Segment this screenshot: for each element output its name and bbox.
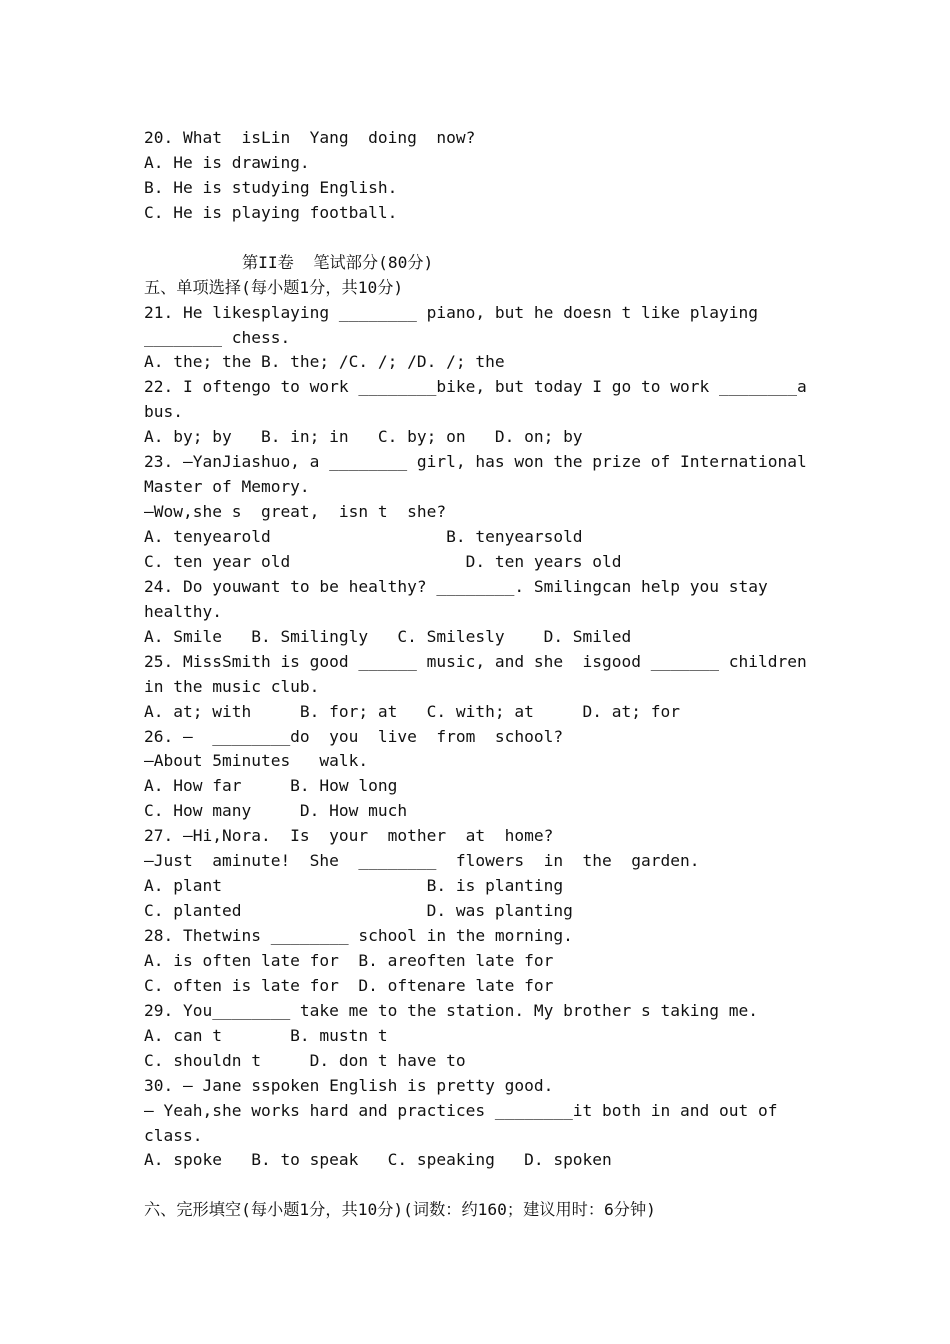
question-29-text: 29. You________ take me to the station. My brother s taking me. xyxy=(144,1000,758,1020)
section-6-heading: 六、完形填空(每小题1分，共10分)(词数：约160；建议用时：6分钟) xyxy=(144,1200,656,1220)
question-27-reply: —Just aminute! She ________ flowers in the garden. xyxy=(144,851,700,871)
question-25-text: 25. MissSmith is good ______ music, and she isgood _______ children xyxy=(144,651,807,671)
question-20-text: 20. What isLin Yang doing now? xyxy=(144,128,476,147)
question-30-options: A. spoke B. to speak C. speaking D. spoken xyxy=(144,1150,612,1170)
question-23-text-cont: Master of Memory. xyxy=(144,477,310,497)
spacer xyxy=(144,226,824,251)
exam-page xyxy=(144,126,824,1223)
question-23-reply: —Wow,she s great, isn t she? xyxy=(144,502,447,522)
question-20-block xyxy=(144,126,824,226)
question-28-text: 28. Thetwins ________ school in the morning. xyxy=(144,926,573,945)
question-26-text: 26. — ________do you live from school? xyxy=(144,726,564,746)
question-30-reply: — Yeah,she works hard and practices ________it both in and out of xyxy=(144,1100,778,1120)
question-28-options-ab: A. is often late for B. areoften late for xyxy=(144,950,554,970)
question-27-options-ab: A. plant B. is planting xyxy=(144,876,564,896)
question-25-text-cont: in the music club. xyxy=(144,676,320,696)
question-27-options-cd: C. planted D. was planting xyxy=(144,901,573,921)
question-22-options: A. by; by B. in; in C. by; on D. on; by xyxy=(144,427,583,447)
spacer xyxy=(144,1173,824,1198)
question-30-reply-cont: class. xyxy=(144,1125,203,1145)
question-21-options: A. the; the B. the; /C. /; /D. /; the xyxy=(144,352,505,372)
question-21-text-cont: ________ chess. xyxy=(144,327,291,347)
question-20-option-b: B. He is studying English. xyxy=(144,177,398,197)
question-26-options-ab: A. How far B. How long xyxy=(144,776,398,796)
section-5-block xyxy=(144,276,824,1174)
question-28-options-cd: C. often is late for D. oftenare late for xyxy=(144,975,554,995)
question-27-text: 27. —Hi,Nora. Is your mother at home? xyxy=(144,826,554,846)
question-29-options-ab: A. can t B. mustn t xyxy=(144,1025,388,1045)
question-20-option-a: A. He is drawing. xyxy=(144,152,310,172)
question-21-text: 21. He likesplaying ________ piano, but he doesn t like playing xyxy=(144,302,758,322)
question-22-text-cont: bus. xyxy=(144,402,183,422)
question-26-reply: —About 5minutes walk. xyxy=(144,751,369,771)
question-24-text-cont: healthy. xyxy=(144,601,222,621)
part-2-title: 第II卷 笔试部分(80分) xyxy=(242,252,434,272)
question-29-options-cd: C. shouldn t D. don t have to xyxy=(144,1050,466,1070)
question-23-options-ab: A. tenyearold B. tenyearsold xyxy=(144,527,583,546)
question-24-text: 24. Do youwant to be healthy? ________. Smilingcan help you stay xyxy=(144,576,768,596)
question-20-option-c: C. He is playing football. xyxy=(144,202,398,222)
question-25-options: A. at; with B. for; at C. with; at D. at; for xyxy=(144,701,681,721)
question-30-text: 30. — Jane sspoken English is pretty good. xyxy=(144,1075,554,1095)
question-24-options: A. Smile B. Smilingly C. Smilesly D. Smiled xyxy=(144,626,632,646)
question-23-options-cd: C. ten year old D. ten years old xyxy=(144,551,622,571)
question-23-text: 23. —YanJiashuo, a ________ girl, has won the prize of International xyxy=(144,452,807,472)
section-5-heading: 五、单项选择(每小题1分，共10分) xyxy=(144,277,404,297)
question-26-options-cd: C. How many D. How much xyxy=(144,801,408,821)
question-22-text: 22. I oftengo to work ________bike, but today I go to work ________a xyxy=(144,377,807,397)
